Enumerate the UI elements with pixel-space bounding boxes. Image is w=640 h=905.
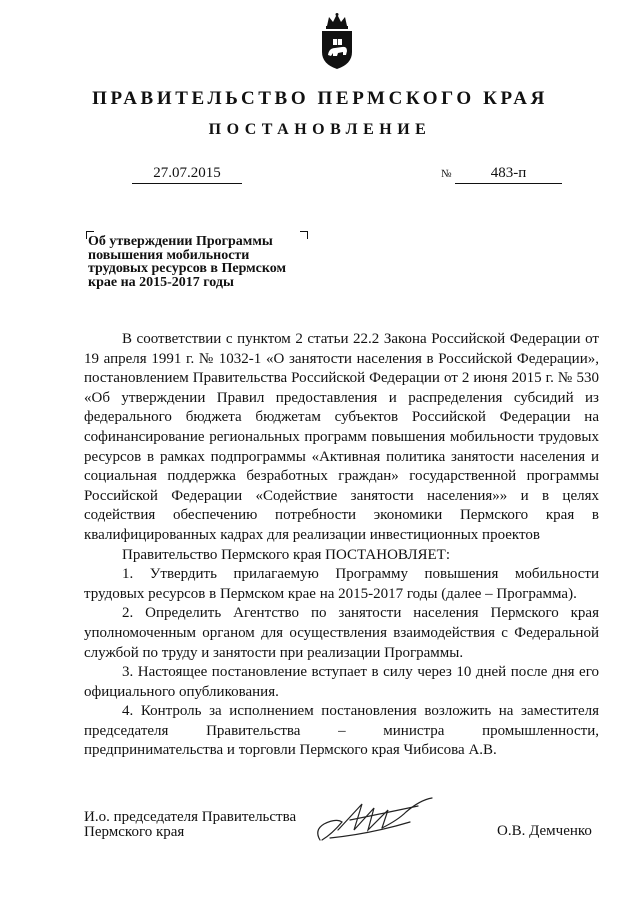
preamble-paragraph: В соответствии с пунктом 2 статьи 22.2 Закона Российской Федерации от 19 апреля 1991 г. № 1032-1 «О занятости населения в Российской Федерации», постановлением Правительства Российской Федерации от 2 июня 2015 г. № 530 «Об утверждении Правил предоставления и распределения субсидий из федерального бюджета бюджетам субъектов Российской Федерации на софинансирование региональных программ повышения мобильности трудовых ресурсов в рамках подпрограммы «Активная политика занятости населения и социальная поддержка безработных граждан» государственной программы Российской Федерации «Содействие занятости населения»» и в целях содействия обеспечению потребности экономики Пермского края в квалифицированных кадрах для реализации инвестиционных проектов	[84, 331, 599, 543]
subject-line: Об утверждении Программы	[88, 234, 273, 249]
clause-paragraph: 2. Определить Агентство по занятости населения Пермского края уполномоченным органом для осуществления взаимодействия с Федеральной службой по труду и занятости при реализации Программы.	[84, 605, 599, 661]
subject-line: трудовых ресурсов в Пермском	[88, 261, 287, 276]
signer-name: О.В. Демченко	[497, 823, 592, 839]
document-number: 483-п	[455, 164, 562, 184]
subject-line: повышения мобильности	[88, 247, 250, 263]
handwritten-signature-icon	[310, 790, 450, 850]
coat-of-arms-icon	[316, 12, 358, 70]
resolution-paragraph: Правительство Пермского края ПОСТАНОВЛЯЕТ:	[122, 546, 451, 563]
number-label: №	[441, 168, 452, 180]
signatory-title-line: Пермского края	[84, 824, 185, 840]
clause-paragraph: 4. Контроль за исполнением постановления возложить на заместителя председателя Правительства – министра промышленности, предпринимательства и торговли Пермского края Чибисова А.В.	[84, 703, 599, 759]
clause-paragraph: 1. Утвердить прилагаемую Программу повышения мобильности трудовых ресурсов в Пермском крае на 2015-2017 годы (далее – Программа).	[84, 566, 599, 602]
signatory-title	[84, 810, 296, 840]
clause-paragraph: 3. Настоящее постановление вступает в силу через 10 дней после дня его официального опубликования.	[84, 664, 599, 700]
document-type: ПОСТАНОВЛЕНИЕ	[208, 121, 432, 138]
signatory-title-line: И.о. председателя Правительства	[84, 809, 297, 825]
document-date: 27.07.2015	[132, 164, 242, 184]
document-body	[84, 330, 599, 761]
document-subject	[88, 235, 320, 289]
subject-line: крае на 2015-2017 годы	[88, 274, 234, 290]
organization-name: ПРАВИТЕЛЬСТВО ПЕРМСКОГО КРАЯ	[92, 88, 548, 109]
